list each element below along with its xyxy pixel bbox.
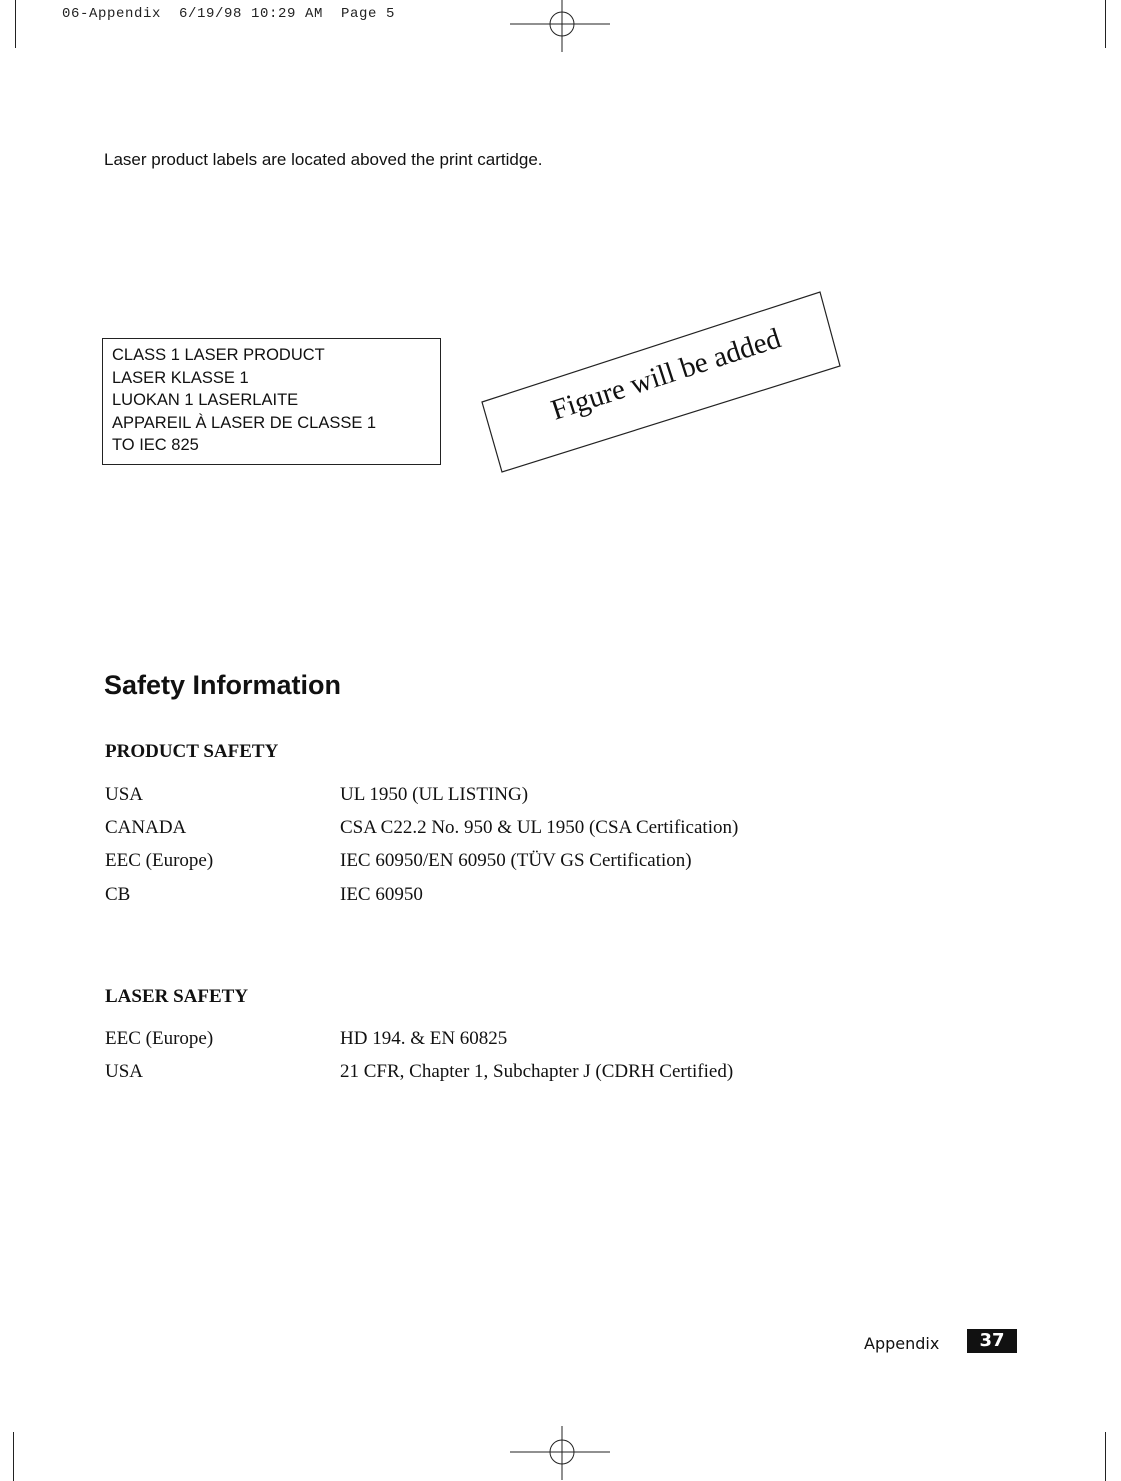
- laser-label-line: LUOKAN 1 LASERLAITE: [112, 391, 299, 409]
- laser-safety-region: USA: [105, 1061, 144, 1082]
- laser-label-line: APPAREIL À LASER DE CLASSE 1: [112, 413, 377, 432]
- crop-mark-top-left: [15, 0, 16, 48]
- laser-safety-region: EEC (Europe): [105, 1028, 214, 1049]
- product-safety-region: EEC (Europe): [105, 850, 214, 871]
- product-safety-region: CANADA: [105, 817, 187, 838]
- crop-mark-top-right: [1105, 0, 1106, 48]
- laser-safety-heading: LASER SAFETY: [105, 986, 249, 1007]
- laser-label-line: LASER KLASSE 1: [112, 368, 249, 387]
- registration-mark-top: [508, 0, 612, 54]
- figure-placeholder-text: Figure will be added: [547, 322, 785, 427]
- laser-label-line: CLASS 1 LASER PRODUCT: [112, 346, 325, 364]
- intro-text: Laser product labels are located aboved the print cartidge.: [104, 150, 543, 169]
- product-safety-standard: CSA C22.2 No. 950 & UL 1950 (CSA Certification): [340, 817, 739, 838]
- product-safety-standard: IEC 60950: [340, 884, 423, 905]
- footer-section-label: Appendix: [864, 1334, 940, 1353]
- laser-safety-standard: HD 194. & EN 60825: [340, 1028, 508, 1049]
- page-number: 37: [967, 1329, 1017, 1353]
- print-slug: 06-Appendix 6/19/98 10:29 AM Page 5: [62, 6, 396, 22]
- laser-product-label: [102, 338, 441, 465]
- laser-safety-standard: 21 CFR, Chapter 1, Subchapter J (CDRH Certified): [340, 1061, 734, 1082]
- product-safety-region: CB: [105, 884, 131, 905]
- figure-placeholder: [470, 280, 860, 480]
- product-safety-heading: PRODUCT SAFETY: [105, 741, 279, 762]
- product-safety-standard: IEC 60950/EN 60950 (TÜV GS Certification): [340, 850, 692, 871]
- crop-mark-bottom-right: [1105, 1432, 1106, 1481]
- crop-mark-bottom-left: [13, 1432, 14, 1481]
- product-safety-region: USA: [105, 784, 144, 805]
- registration-mark-bottom: [508, 1424, 612, 1481]
- product-safety-standard: UL 1950 (UL LISTING): [340, 784, 529, 805]
- laser-label-line: TO IEC 825: [112, 436, 199, 454]
- section-title: Safety Information: [104, 670, 342, 700]
